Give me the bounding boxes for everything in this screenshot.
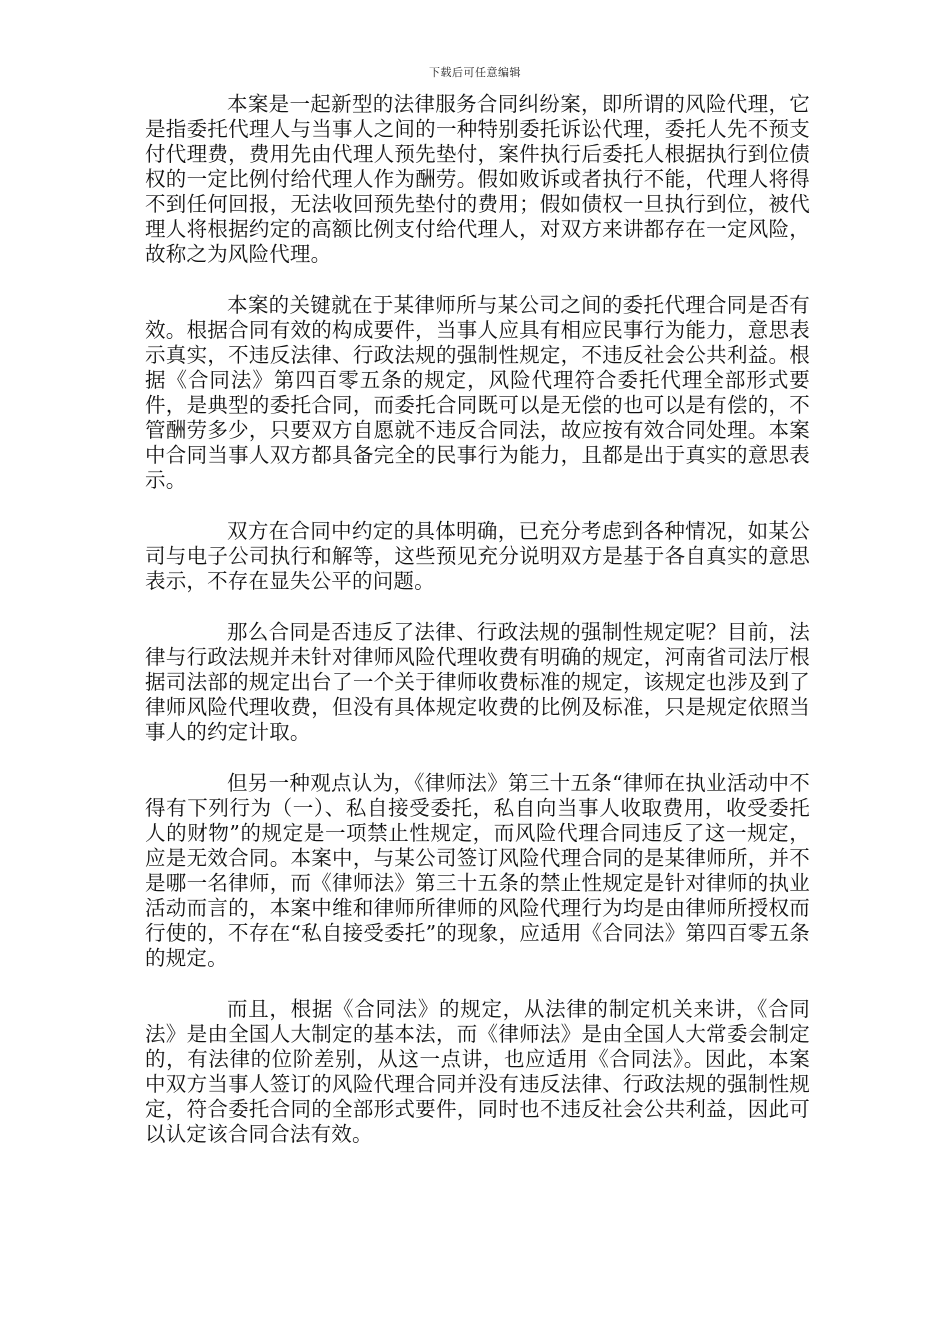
- document-body: [145, 92, 810, 1173]
- paragraph-5: 但另一种观点认为，《律师法》第三十五条“律师在执业活动中不得有下列行为（一）、私自接受委托，私自向当事人收取费用，收受委托人的财物”的规定是一项禁止性规定，而风险代理合同违反了这一规定，应是无效合同。本案中，与某公司签订风险代理合同的是某律师所，并不是哪一名律师，而《律师法》第三十五条的禁止性规定是针对律师的执业活动而言的，本案中维和律师所律师的风险代理行为均是由律师所授权而行使的，不存在“私自接受委托”的现象，应适用《合同法》第四百零五条的规定。: [145, 771, 810, 970]
- paragraph-3: 双方在合同中约定的具体明确，已充分考虑到各种情况，如某公司与电子公司执行和解等，这些预见充分说明双方是基于各自真实的意思表示，不存在显失公平的问题。: [145, 519, 810, 593]
- paragraph-4: 那么合同是否违反了法律、行政法规的强制性规定呢？目前，法律与行政法规并未针对律师风险代理收费有明确的规定，河南省司法厅根据司法部的规定出台了一个关于律师收费标准的规定，该规定也涉及到了律师风险代理收费，但没有具体规定收费的比例及标准，只是规定依照当事人的约定计取。: [145, 620, 810, 744]
- page-header-note: 下载后可任意编辑: [429, 66, 521, 79]
- paragraph-6: 而且，根据《合同法》的规定，从法律的制定机关来讲，《合同法》是由全国人大制定的基本法，而《律师法》是由全国人大常委会制定的，有法律的位阶差别，从这一点讲，也应适用《合同法》。因此，本案中双方当事人签订的风险代理合同并没有违反法律、行政法规的强制性规定，符合委托合同的全部形式要件，同时也不违反社会公共利益，因此可以认定该合同合法有效。: [145, 997, 810, 1146]
- paragraph-2: 本案的关键就在于某律师所与某公司之间的委托代理合同是否有效。根据合同有效的构成要件，当事人应具有相应民事行为能力，意思表示真实，不违反法律、行政法规的强制性规定，不违反社会公共利益。根据《合同法》第四百零五条的规定，风险代理符合委托代理全部形式要件，是典型的委托合同，而委托合同既可以是无偿的也可以是有偿的，不管酬劳多少，只要双方自愿就不违反合同法，故应按有效合同处理。本案中合同当事人双方都具备完全的民事行为能力，且都是出于真实的意思表示。: [145, 293, 810, 492]
- paragraph-1: 本案是一起新型的法律服务合同纠纷案，即所谓的风险代理，它是指委托代理人与当事人之间的一种特别委托诉讼代理，委托人先不预支付代理费，费用先由代理人预先垫付，案件执行后委托人根据执行到位债权的一定比例付给代理人作为酬劳。假如败诉或者执行不能，代理人将得不到任何回报，无法收回预先垫付的费用；假如债权一旦执行到位，被代理人将根据约定的高额比例支付给代理人，对双方来讲都存在一定风险，故称之为风险代理。: [145, 92, 810, 266]
